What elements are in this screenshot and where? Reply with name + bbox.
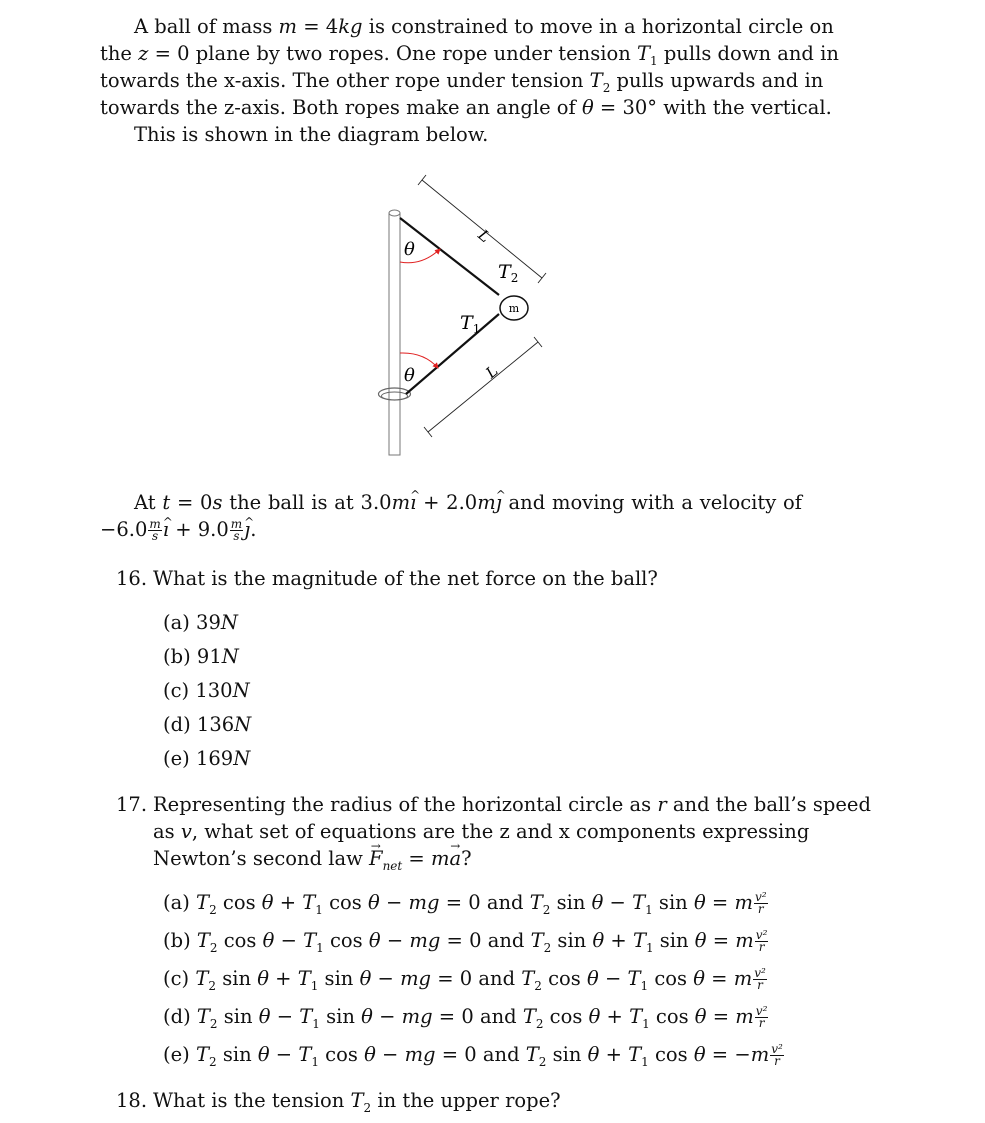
q17-line-1: Representing the radius of the horizontal circle as r and the ball’s speed	[153, 793, 871, 816]
theta-bottom-label: θ	[404, 365, 415, 386]
theta-top-label: θ	[404, 239, 415, 260]
q17-option-c[interactable]: (c) $T_2$ $\sin \theta + T_1$ sin θ − mg = 0 and $T_2$ $\cos \theta - T_1$ cos θ = m $\frac{\text{v²}}{r}$	[163, 966, 766, 993]
q17-option-d[interactable]: (d) $T_2$ $\sin \theta - T_1$ sin θ − mg = 0 and $T_2$ $\cos \theta + T_1$ cos θ = m $\frac{\text{v²}}{r}$	[163, 1004, 768, 1031]
q16-option-a[interactable]: (a) 39N	[163, 611, 238, 634]
q18-number: 18.	[116, 1089, 148, 1112]
intro-line-2: the z = 0 plane by two ropes. One rope under tension $T_1$ pulls down and in	[100, 42, 839, 68]
intro-line-3: towards the x-axis. The other rope under tension $T_2$ pulls upwards and in	[100, 69, 824, 95]
q16-number: 16.	[116, 567, 148, 590]
lower-rope	[406, 314, 502, 394]
q16-option-c[interactable]: (c) 130N	[163, 679, 250, 702]
pole-rope-diagram	[360, 170, 560, 470]
l-upper-label: L	[474, 225, 494, 247]
intro-line-1: A ball of mass m = 4kg is constrained to move in a horizontal circle on	[134, 15, 834, 38]
q18-question: What is the tension $T_2$ in the upper rope?	[153, 1089, 561, 1115]
vertical-pole	[389, 213, 400, 455]
q16-question: What is the magnitude of the net force on the ball?	[153, 567, 658, 590]
q17-line-3: Newton’s second law $F \to_{net}$ = ma →?	[153, 847, 472, 871]
q17-number: 17.	[116, 793, 148, 816]
initial-line-2: −6.0 $\frac{m}{s}$ ı ^ + 9.0 $\frac{m}{s}$ ȷ ^.	[100, 518, 256, 542]
q17-line-2: as v, what set of equations are the z and x components expressing	[153, 820, 810, 843]
ball-label: m	[508, 302, 520, 315]
q16-option-e[interactable]: (e) 169N	[163, 747, 251, 770]
l-lower-label: L	[482, 361, 502, 382]
intro-line-5: This is shown in the diagram below.	[134, 123, 489, 146]
t2-label: $T_2$	[498, 261, 519, 285]
q16-option-b[interactable]: (b) 91N	[163, 645, 239, 668]
q17-option-a[interactable]: (a) $T_2$ $\cos \theta + T_1$ cos θ − mg = 0 and $T_2$ $\sin \theta - T_1$ sin θ = m $\frac{\text{v²}}{r}$	[163, 890, 767, 917]
q16-option-d[interactable]: (d) 136N	[163, 713, 252, 736]
t1-label: $T_1$	[460, 312, 481, 336]
q17-option-e[interactable]: (e) $T_2$ $\sin \theta - T_1$ cos θ − mg = 0 and $T_2$ $\sin \theta + T_1$ cos θ = −m $\frac{\text{v²}}{r}$	[163, 1042, 783, 1069]
intro-line-4: towards the z-axis. Both ropes make an angle of θ = 30° with the vertical.	[100, 96, 832, 119]
q17-option-b[interactable]: (b) $T_2$ $\cos \theta - T_1$ cos θ − mg = 0 and $T_2$ $\sin \theta + T_1$ sin θ = m $\frac{\text{v²}}{r}$	[163, 928, 768, 955]
initial-line-1: At t = 0s the ball is at 3.0mı ^ + 2.0mȷ ^ and moving with a velocity of	[134, 491, 802, 515]
